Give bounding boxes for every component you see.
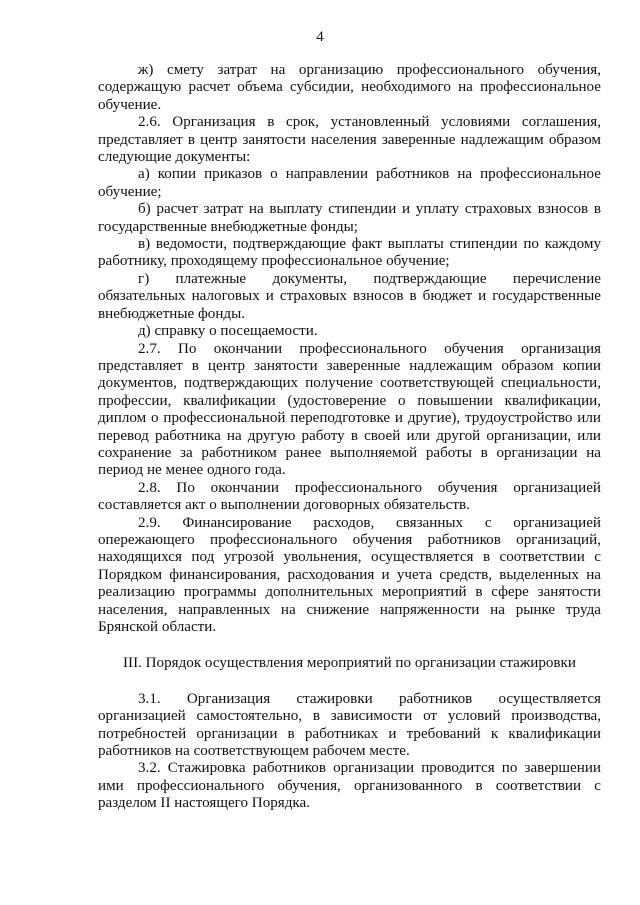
document-body <box>98 62 601 813</box>
page-number: 4 <box>316 29 324 45</box>
list-item-v: в) ведомости, подтверждающие факт выплаты стипендии по каждому работнику, проходящему профессиональное обучение; <box>98 236 601 270</box>
paragraph-3-1: 3.1. Организация стажировки работников осуществляется организацией самостоятельно, в зависимости от условий производства, потребностей организации в работниках и требований к квалификации работников на соответствующем рабочем месте. <box>98 690 601 760</box>
paragraph-3-2: 3.2. Стажировка работников организации проводится по завершении ими профессионального обучения, организованного в соответствии с разделом II настоящего Порядка. <box>98 760 601 812</box>
paragraph-2-8: 2.8. По окончании профессионального обучения организацией составляется акт о выполнении договорных обязательств. <box>98 479 601 514</box>
paragraph-zh-cost-estimate: ж) смету затрат на организацию профессионального обучения, содержащую расчет объема субсидии, необходимого на профессиональное обучение. <box>98 62 601 113</box>
paragraph-2-7: 2.7. По окончании профессионального обучения организация представляет в центр занятости заверенные надлежащим образом копии документов, подтверждающих получение соответствующей специальности, профессии, квалификации (удостоверение о повышении квалификации, диплом о профессиональной переподготовке и другие), трудоустройство или перевод работника на другую работу в своей или другой организации, или сохранение за работником ранее выполняемой работы в организации на период не менее одного года. <box>98 340 601 479</box>
paragraph-2-9: 2.9. Финансирование расходов, связанных с организацией опережающего профессионального обучения работников организаций, находящихся под угрозой увольнения, осуществляется в соответствии с Порядком финансирования, расходования и учета средств, выделенных на реализацию программы дополнительных мероприятий в сфере занятости населения, направленных на снижение напряженности на рынке труда Брянской области. <box>98 514 601 635</box>
list-item-b: б) расчет затрат на выплату стипендии и уплату страховых взносов в государственные внебюджетные фонды; <box>98 201 601 235</box>
list-item-g: г) платежные документы, подтверждающие перечисление обязательных налоговых и страховых взносов в бюджет и государственные внебюджетные фонды. <box>98 270 601 322</box>
list-item-d: д) справку о посещаемости. <box>138 323 318 340</box>
list-item-a: а) копии приказов о направлении работников на профессиональное обучение; <box>98 166 601 200</box>
section-heading-iii: III. Порядок осуществления мероприятий по организации стажировки <box>123 655 576 672</box>
paragraph-2-6: 2.6. Организация в срок, установленный условиями соглашения, представляет в центр занятости населения заверенные надлежащим образом следующие документы: <box>98 114 601 166</box>
